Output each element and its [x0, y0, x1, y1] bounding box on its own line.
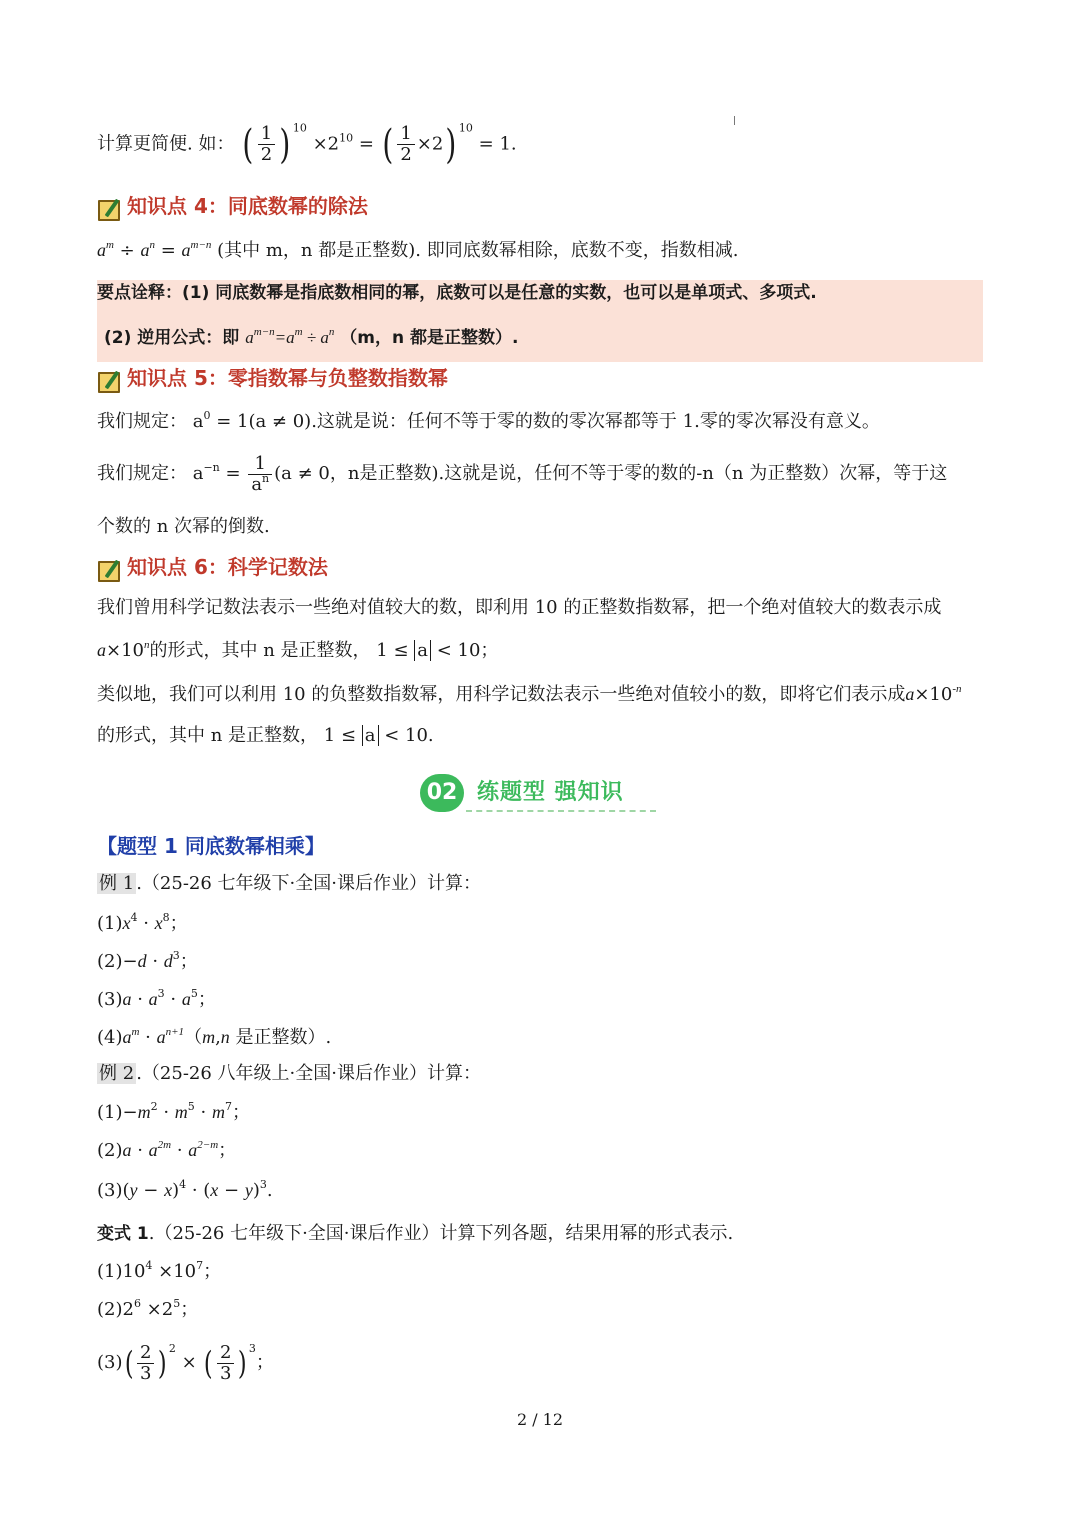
example-1: 例 1 .（25-26 七年级下·全国·课后作业）计算：	[99, 873, 481, 894]
notebook-icon	[97, 196, 125, 220]
example-2-item-2: $(2)a \cdot a^{2m} \cdot a^{2-m}$；	[97, 1139, 237, 1161]
example-1-item-2: $(2)-d \cdot d^3$；	[97, 949, 198, 972]
kp6-line3: 类似地，我们可以利用 10 的负整数指数幂，用科学记数法表示一些绝对值较小的数，即将它们表示成$a\times 10^{-n}$	[97, 683, 962, 705]
banner-underline	[466, 810, 656, 812]
kp4-note1: 要点诠释：(1) 同底数幂是指底数相同的幂，底数可以是任意的实数，也可以是单项式、多项式.	[97, 283, 817, 303]
variant-1-item-2: $(2)2^6 \times 2^5$；	[97, 1297, 199, 1320]
kp6-line2: $a\times 10^n$的形式，其中 n 是正整数， 1 ≤ a < 10；	[97, 639, 499, 661]
variant-1: 变式 1.（25-26 七年级下·全国·课后作业）计算下列各题，结果用幂的形式表示.	[97, 1223, 734, 1244]
kp5-line2: 我们规定： $a^{-n}$ = $\frac{1}{a^n}$ (a ≠ 0，n是正整数).这就是说，任何不等于零的数的-n（n 为正整数）次幂，等于这	[97, 452, 948, 495]
intro-prefix: 计算更简便. 如：	[97, 133, 235, 155]
kp4-note2: (2) 逆用公式：即 $a^{m-n}=a^m \div a^n$ （m，n 都是正整数）.	[104, 326, 519, 348]
example-1-item-1: $(1)x^4 \cdot x^8$；	[97, 911, 188, 934]
intro-example-line: 计算更简便. 如： ( $\frac{1}{2}$ ) $^{10} \times 2^{10}$ = ( $\frac{1}{2}$ ×2) $^{10}$ = 1.	[97, 121, 517, 168]
page-number: 2 / 12	[516, 1410, 564, 1429]
kp4-heading	[97, 192, 368, 220]
kp5-line3: 个数的 n 次幂的倒数.	[97, 516, 270, 537]
kp5-heading	[97, 364, 448, 392]
section-number: 02	[420, 774, 464, 812]
kp4-title: 知识点 4：同底数幂的除法	[127, 194, 368, 218]
kp4-desc: (其中 m，n 都是正整数). 即同底数幂相除，底数不变，指数相减.	[217, 240, 739, 261]
variant-1-item-1: $(1)10^4 \times 10^7$；	[97, 1259, 222, 1282]
kp6-line1: 我们曾用科学记数法表示一些绝对值较大的数，即利用 10 的正整数指数幂，把一个绝对值较大的数表示成	[97, 597, 942, 618]
section-banner	[420, 770, 660, 816]
kp6-heading	[97, 553, 328, 581]
intro-result: = 1.	[478, 133, 517, 155]
notebook-icon	[97, 368, 125, 392]
kp5-title: 知识点 5：零指数幂与负整数指数幂	[127, 366, 448, 390]
example-1-label: 例 1	[99, 873, 135, 894]
kp5-line1: 我们规定： $a^0 = 1(a \ne 0)$.这就是说：任何不等于零的数的零次幂都等于 1.零的零次幂没有意义。	[97, 409, 880, 432]
margin-mark	[734, 116, 735, 125]
example-2-item-1: $(1)-m^2 \cdot m^5 \cdot m^7$；	[97, 1100, 250, 1123]
kp6-title: 知识点 6：科学记数法	[127, 555, 328, 579]
variant-1-label: 变式 1	[97, 1224, 149, 1244]
example-2-label: 例 2	[99, 1063, 135, 1084]
type1-heading: 【题型 1 同底数幂相乘】	[97, 834, 325, 858]
variant-1-item-3: (3)( $\frac{2}{3}$ ) $^2$ × ( $\frac{2}{3}$ ) $^3$；	[97, 1341, 274, 1384]
example-1-item-3: $(3)a \cdot a^3 \cdot a^5$；	[97, 987, 216, 1010]
kp4-formula-line: $a^m \div a^n = a^{m-n}$ (其中 m，n 都是正整数). 即同底数幂相除，底数不变，指数相减.	[97, 239, 739, 261]
kp6-line4: 的形式，其中 n 是正整数， 1 ≤ a < 10.	[97, 725, 434, 746]
example-1-item-4: $(4)a^m \cdot a^{n+1}(m,n$ 是正整数）.	[97, 1026, 332, 1048]
notebook-icon	[97, 557, 125, 581]
section-title: 练题型 强知识	[477, 780, 624, 805]
example-2-item-3: $(3)(y - x)^4 \cdot (x - y)^3$.	[97, 1178, 273, 1201]
example-2: 例 2 .（25-26 八年级上·全国·课后作业）计算：	[99, 1063, 481, 1084]
